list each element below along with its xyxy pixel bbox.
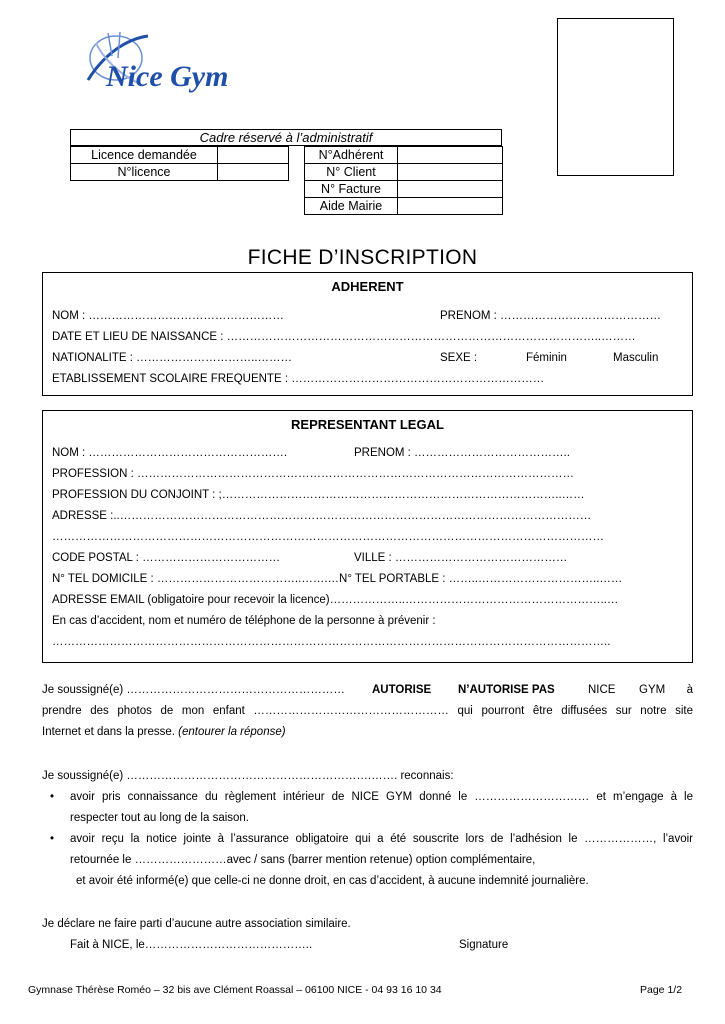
admin-table-right [304,146,503,215]
facture-number-cell[interactable] [398,181,503,198]
adherent-number-cell[interactable] [398,147,503,164]
representant-prenom-field[interactable]: PRENOM : ………………………………….. [354,447,570,459]
reconnais-paragraph [42,766,693,892]
declaration-text: Je déclare ne faire parti d’aucune autre association similaire. [42,918,351,930]
profession-conjoint-field[interactable]: PROFESSION DU CONJOINT : ;……………………………………………………………………………..…… [52,489,585,501]
representant-profession-field[interactable]: PROFESSION : …………………………………………………………………………………………………… [52,468,574,480]
footer-page-number: Page 1/2 [640,984,683,996]
accident-label: En cas d’accident, nom et numéro de téléphone de la personne à prévenir : [52,615,436,627]
sexe-masculin-option[interactable]: Masculin [613,352,659,364]
representant-title: REPRESENTANT LEGAL [291,417,444,432]
bullet2-line2[interactable]: retournée le ……………………avec / sans (barrer mention retenue) option complémentaire, [70,854,536,866]
adresse-suite-field[interactable]: ……………………………………………………………………………………………………………………………… [52,531,604,543]
autorisation-line-2[interactable]: prendre des photos de mon enfant …………………………………………… qui pourront être diffusées sur notre site [42,705,693,717]
adherent-number-label: N°Adhérent [305,147,398,164]
client-number-cell[interactable] [398,164,503,181]
sexe-feminin-option[interactable]: Féminin [526,352,567,364]
autorisation-line-3: Internet et dans la presse. [42,726,175,738]
adherent-prenom-field[interactable]: PRENOM : …………………………………… [440,310,662,322]
signature-label: Signature [459,939,509,951]
telephone-field[interactable]: N° TEL DOMICILE : ………………………………..…….…N° TEL PORTABLE : ……..…………………………..…… [52,573,623,585]
accident-contact-field[interactable]: ……………………………………………………………………………………………………………………………….. [52,636,611,648]
autorisation-paragraph [42,680,693,743]
adherent-nationalite-field[interactable]: NATIONALITE : …………………………..……… [52,352,293,364]
adresse-field[interactable]: ADRESSE :..…………………………………………………………………………………………………………… [52,510,592,522]
nice-gym-logo [78,28,248,103]
adherent-naissance-field[interactable]: DATE ET LIEU DE NAISSANCE : ……………………………………………………………………………………..……… [52,331,636,343]
bullet2-line1[interactable]: avoir reçu la notice jointe à l’assurance obligatoire qui a été souscrite lors de l’adhésion le ………………, l’avoir [70,833,693,845]
facture-number-label: N° Facture [305,181,398,198]
photo-box [557,18,674,176]
bullet-icon: • [50,791,55,803]
adherent-sexe-label: SEXE : [440,352,478,364]
admin-header: Cadre réservé à l’administratif [70,129,502,146]
aide-mairie-label: Aide Mairie [305,198,398,215]
page-title: FICHE D’INSCRIPTION [247,246,478,269]
admin-table-left [70,146,289,181]
client-number-label: N° Client [305,164,398,181]
nlicence-label: N°licence [71,164,218,181]
fait-a-field[interactable]: Fait à NICE, le…………………………………….. [70,939,313,951]
bullet2-line3: et avoir été informé(e) que celle-ci ne donne droit, en cas d’accident, à aucune indemnité journalière. [76,875,589,887]
nice-word: NICE [588,684,616,696]
bullet1-line1[interactable]: avoir pris connaissance du règlement intérieur de NICE GYM donné le ………………………… et m’engage à le [70,791,693,803]
code-postal-field[interactable]: CODE POSTAL : ……………………………… [52,552,281,564]
representant-section [42,410,693,663]
a-word: à [686,684,693,696]
gym-word: GYM [639,684,666,696]
autorisation-prefix[interactable]: Je soussigné(e) ………………………………………………… [42,684,345,696]
n-autorise-pas-option[interactable]: N’AUTORISE PAS [458,684,555,696]
adherent-title: ADHERENT [331,279,404,294]
email-field[interactable]: ADRESSE EMAIL (obligatoire pour recevoir la licence)………………..……………………………………………..… [52,594,619,606]
logo-text: Nice Gym [106,60,229,93]
licence-value-cell[interactable] [218,147,289,164]
ville-field[interactable]: VILLE : ……………………………………… [354,552,568,564]
autorise-option[interactable]: AUTORISE [372,684,432,696]
licence-label: Licence demandée [71,147,218,164]
reconnais-intro[interactable]: Je soussigné(e) ……………………………………………………….……. reconnais: [42,770,454,782]
bullet-icon: • [50,833,55,845]
representant-nom-field[interactable]: NOM : ……………………………………………. [52,447,288,459]
adherent-etablissement-field[interactable]: ETABLISSEMENT SCOLAIRE FREQUENTE : ………………………………………………………… [52,373,545,385]
entourer-reponse-note: (entourer la réponse) [178,726,286,738]
footer-address: Gymnase Thérèse Roméo – 32 bis ave Clément Roassal – 06100 NICE - 04 93 16 10 34 [28,984,442,996]
adherent-section [42,272,693,396]
bullet1-line2: respecter tout au long de la saison. [70,812,250,824]
aide-mairie-cell[interactable] [398,198,503,215]
nlicence-value-cell[interactable] [218,164,289,181]
adherent-nom-field[interactable]: NOM : …………………………………………… [52,310,284,322]
